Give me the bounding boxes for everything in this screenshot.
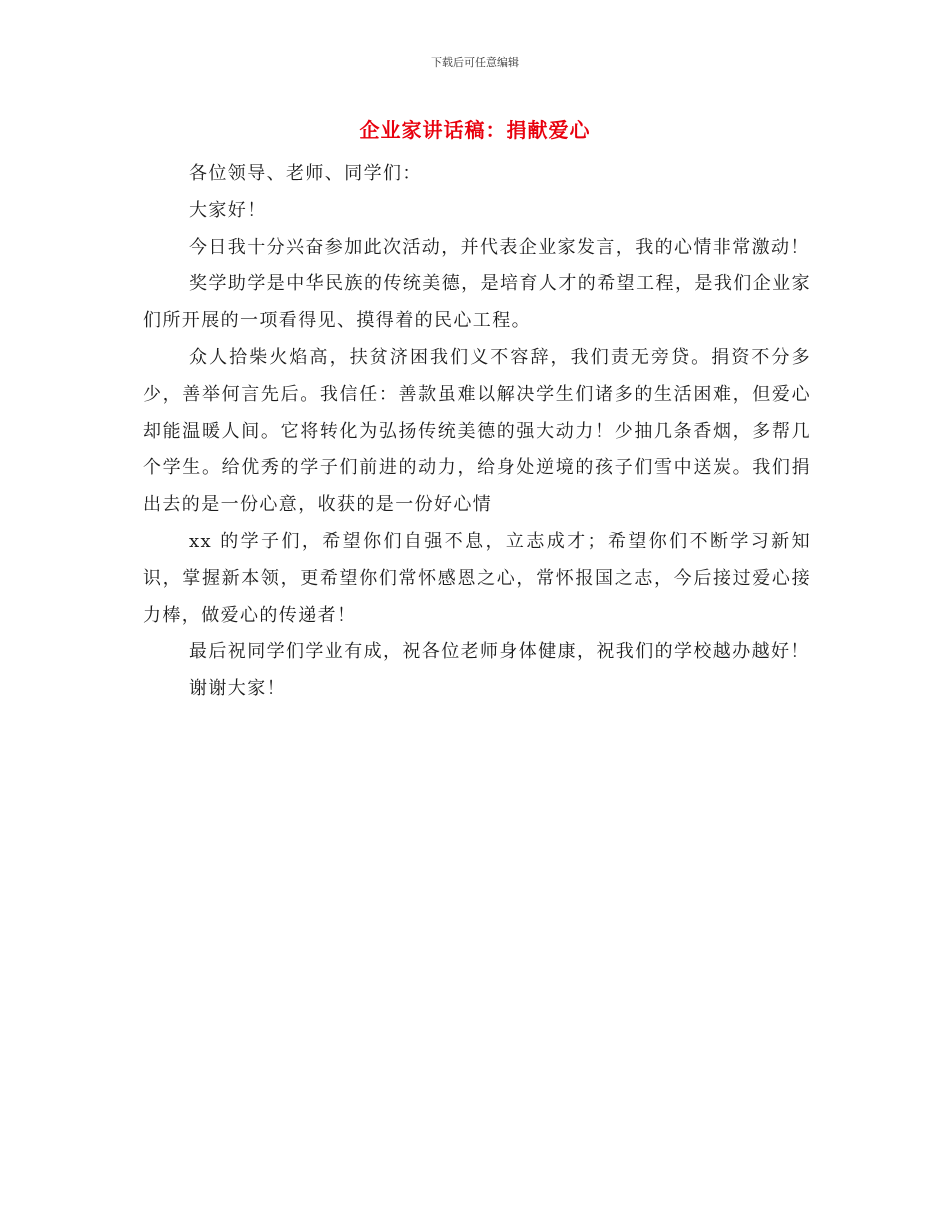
- paragraph: 奖学助学是中华民族的传统美德，是培育人才的希望工程，是我们企业家们所开展的一项看得见、摸得着的民心工程。: [143, 273, 811, 332]
- paragraph-salutation: 各位领导、老师、同学们：: [189, 163, 422, 184]
- paragraph: xx 的学子们，希望你们自强不息，立志成才；希望你们不断学习新知识，掌握新本领，更希望你们常怀感恩之心，常怀报国之志，今后接过爱心接力棒，做爱心的传递者！: [143, 530, 811, 626]
- paragraph-greeting: 大家好！: [189, 199, 267, 221]
- document-title: 企业家讲话稿：捐献爱心: [359, 118, 591, 142]
- paragraph: 众人拾柴火焰高，扶贫济困我们义不容辞，我们责无旁贷。捐资不分多少，善举何言先后。我信任：善款虽难以解决学生们诸多的生活困难，但爱心却能温暖人间。它将转化为弘扬传统美德的强大动力！少抽几条香烟，多帮几个学生。给优秀的学子们前进的动力，给身处逆境的孩子们雪中送炭。我们捐出去的是一份心意，收获的是一份好心情: [143, 346, 811, 516]
- header-note: 下载后可任意编辑: [431, 56, 519, 69]
- paragraph: 今日我十分兴奋参加此次活动，并代表企业家发言，我的心情非常激动！: [189, 236, 810, 258]
- paragraph-closing: 谢谢大家！: [189, 678, 286, 700]
- document-body: [143, 156, 811, 708]
- paragraph: 最后祝同学们学业有成，祝各位老师身体健康，祝我们的学校越办越好！: [189, 641, 810, 663]
